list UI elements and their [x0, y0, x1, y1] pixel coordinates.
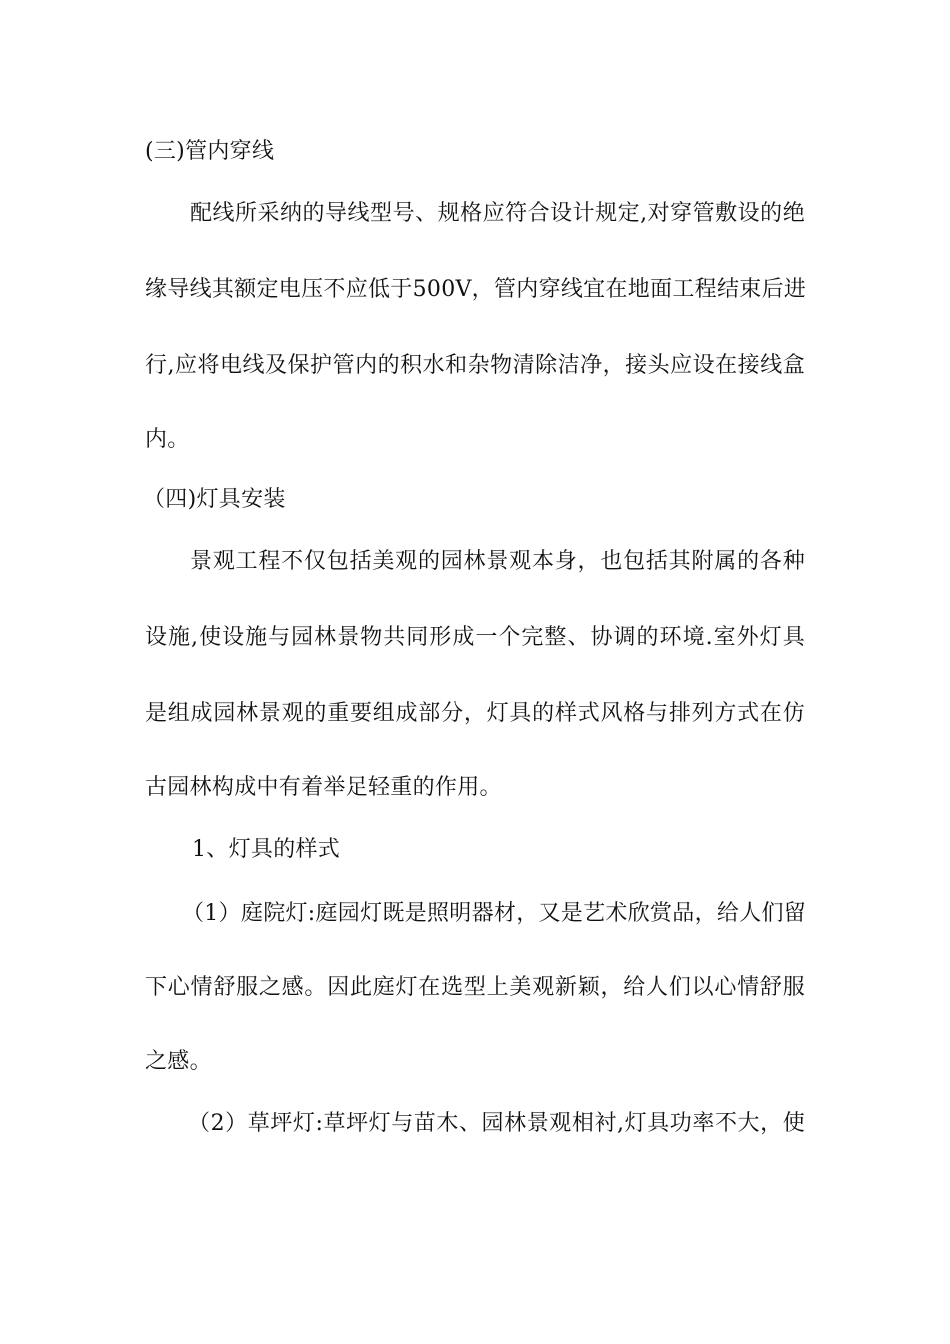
subsection-heading: 1、灯具的样式 [192, 837, 341, 862]
section-heading-4: （四)灯具安装 [143, 487, 286, 512]
paragraph-line: 缘导线其额定电压不应低于500V，管内穿线宜在地面工程结束后进 [145, 277, 807, 302]
paragraph-line: 下心情舒服之感。因此庭灯在选型上美观新颖，给人们以心情舒服 [145, 975, 805, 1000]
paragraph-line: （1）庭院灯:庭园灯既是照明器材，又是艺术欣赏品，给人们留 [182, 901, 807, 926]
paragraph-line: （2）草坪灯:草坪灯与苗木、园林景观相衬,灯具功率不大，使 [188, 1111, 805, 1136]
section-heading-3: (三)管内穿线 [145, 139, 275, 164]
paragraph-line: 是组成园林景观的重要组成部分，灯具的样式风格与排列方式在仿 [145, 701, 805, 726]
paragraph-line: 内。 [145, 427, 190, 452]
paragraph-line: 古园林构成中有着举足轻重的作用。 [145, 775, 502, 800]
paragraph-line: 景观工程不仅包括美观的园林景观本身，也包括其附属的各种 [190, 549, 805, 574]
paragraph-line: 之感。 [145, 1049, 212, 1074]
paragraph-line: 行,应将电线及保护管内的积水和杂物清除洁净，接头应设在接线盒 [145, 353, 805, 378]
paragraph-line: 配线所采纳的导线型号、规格应符合设计规定,对穿管敷设的绝 [190, 201, 805, 226]
paragraph-line: 设施,使设施与园林景物共同形成一个完整、协调的环境.室外灯具 [145, 625, 805, 650]
